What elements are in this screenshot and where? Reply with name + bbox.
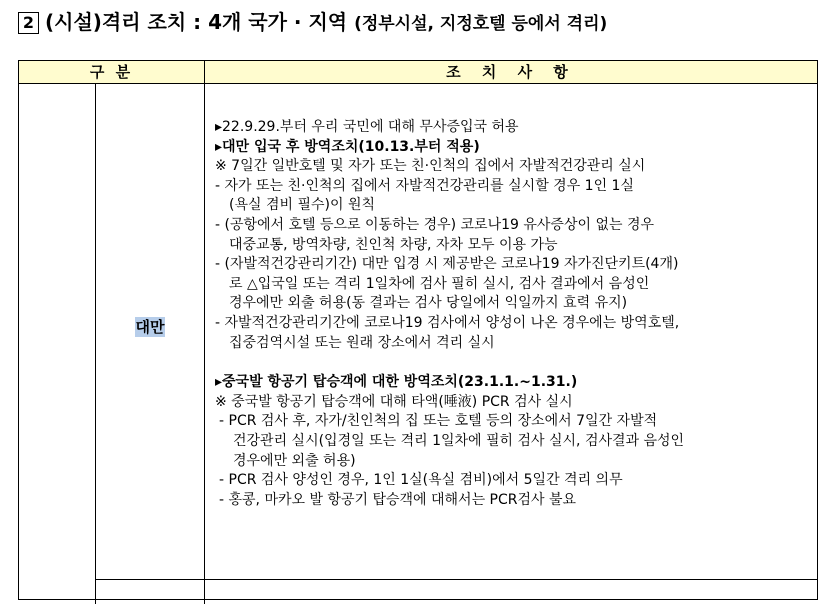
measure-line: 건강관리 실시(입경일 또는 격리 1일차에 필히 검사 실시, 검사결과 음성인	[233, 432, 685, 449]
country-name: 대만	[135, 318, 165, 336]
measure-line: - PCR 검사 후, 자가/친인척의 집 또는 호텔 등의 장소에서 7일간 자발적	[219, 413, 658, 430]
measure-line: - 홍콩, 마카오 발 항공기 탑승객에 대해서는 PCR검사 불요	[219, 491, 577, 508]
measure-line: (욕실 겸비 필수)이 원칙	[229, 197, 375, 214]
column-divider-left	[95, 84, 96, 604]
measure-line: - 자가 또는 친·인척의 집에서 자발적건강관리를 실시할 경우 1인 1실	[215, 177, 634, 194]
measure-line: - 자발적건강관리기간에 코로나19 검사에서 양성이 나온 경우에는 방역호텔,	[215, 314, 680, 331]
column-divider-right	[204, 84, 205, 604]
section-subtitle: (정부시설, 지정호텔 등에서 격리)	[354, 14, 608, 34]
header-measures: 조 치 사 항	[446, 63, 576, 81]
measure-subheading: ▸중국발 항공기 탑승객에 대한 방역조치(23.1.1.~1.31.)	[215, 374, 578, 391]
section-title: (시설)격리 조치 : 4개 국가 · 지역	[45, 10, 348, 34]
measure-line: 경우에만 외출 허용)	[233, 452, 356, 469]
country-cell	[96, 316, 204, 337]
measure-line: - (공항에서 호텔 등으로 이동하는 경우) 코로나19 유사증상이 없는 경우	[215, 216, 654, 233]
measure-line: 경우에만 외출 허용(동 결과는 검사 당일에서 익일까지 효력 유지)	[229, 295, 628, 312]
measure-line: ▸22.9.29.부터 우리 국민에 대해 무사증입국 허용	[215, 119, 519, 135]
measure-subheading: ▸대만 입국 후 방역조치(10.13.부터 적용)	[215, 138, 480, 155]
measure-line: 로 △입국일 또는 격리 1일차에 검사 필히 실시, 검사 결과에서 음성인	[229, 275, 650, 292]
measure-line: 집중검역시설 또는 원래 장소에서 격리 실시	[229, 334, 495, 351]
measures-table	[18, 60, 818, 600]
measure-line: ※ 7일간 일반호텔 및 자가 또는 친·인척의 집에서 자발적건강관리 실시	[215, 158, 646, 175]
table-header	[19, 61, 817, 84]
measure-line: 대중교통, 방역차량, 친인척 차량, 자차 모두 이용 가능	[229, 236, 558, 253]
section-heading	[18, 6, 607, 35]
row-divider	[95, 579, 817, 580]
measure-line: - (자발적건강관리기간) 대만 입경 시 제공받은 코로나19 자가진단키트(4개)	[215, 256, 679, 273]
measures-content	[215, 118, 815, 510]
measure-line: - PCR 검사 양성인 경우, 1인 1실(욕실 겸비)에서 5일간 격리 의무	[219, 472, 623, 489]
section-number: 2	[18, 12, 39, 34]
header-category: 구 분	[89, 63, 134, 81]
measure-line: ※ 중국발 항공기 탑승객에 대해 타액(唾液) PCR 검사 실시	[215, 393, 573, 410]
